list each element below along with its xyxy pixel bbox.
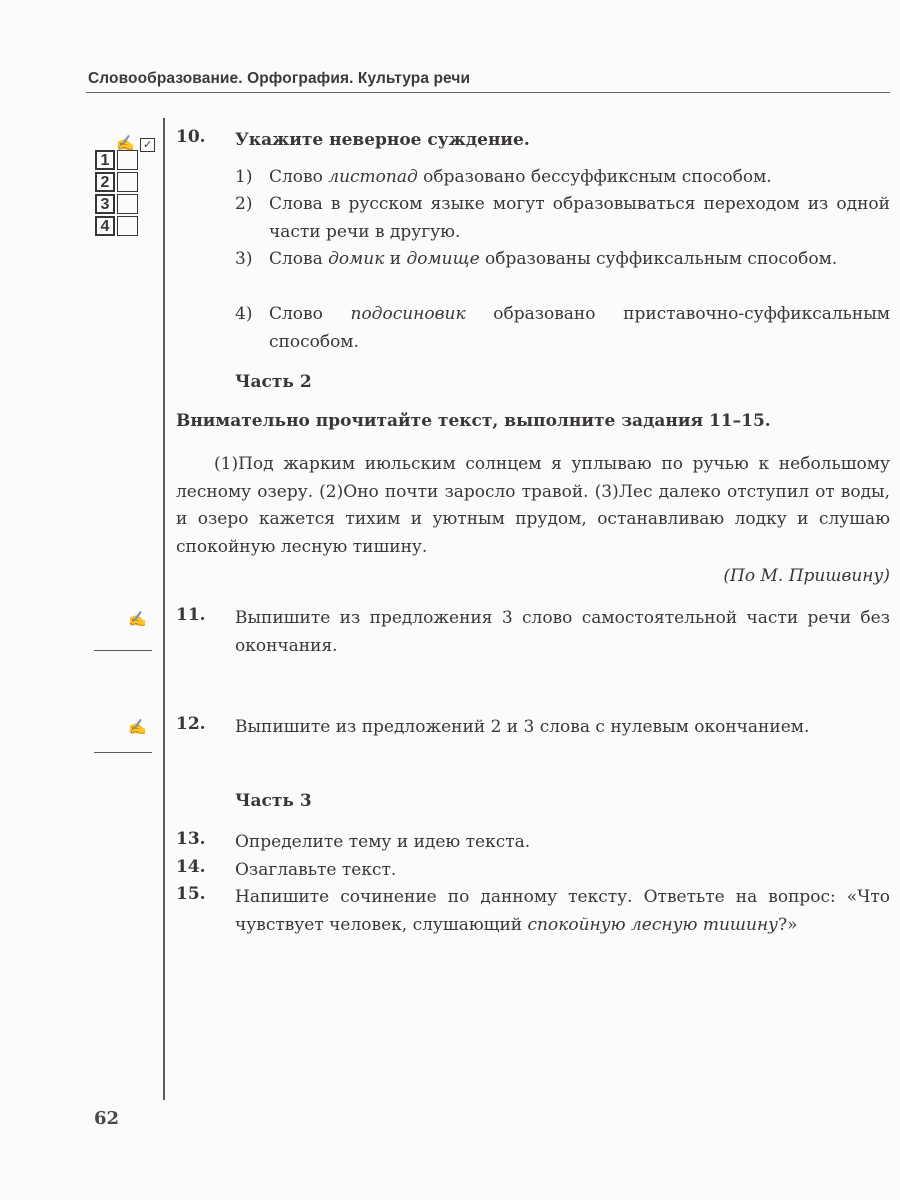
part-heading: Часть 2 xyxy=(235,372,312,392)
question-text: Озаглавьте текст. xyxy=(235,860,397,880)
page-number: 62 xyxy=(94,1108,120,1129)
answer-row xyxy=(95,150,138,170)
question-text: Определите тему и идею текста. xyxy=(235,832,531,852)
option-text xyxy=(269,301,890,356)
question-option xyxy=(235,301,890,356)
answer-option-number: 1 xyxy=(95,150,115,170)
option-example-word: домище xyxy=(406,249,480,269)
option-text-part: образовано бессуффиксным способом. xyxy=(417,167,772,187)
question-text: Выпишите из предложений 2 и 3 слова с нулевым окончанием. xyxy=(235,717,810,737)
answer-line[interactable] xyxy=(94,650,152,651)
question-text-part: ?» xyxy=(778,914,798,935)
header-divider xyxy=(86,92,890,93)
checkbox-check-icon: ✓ xyxy=(140,138,155,152)
option-example-word: подосиновик xyxy=(350,304,466,324)
question-text: Выпишите из предложения 3 слово самостоятельной части речи без окончания. xyxy=(235,608,890,656)
answer-checkbox[interactable] xyxy=(117,150,138,170)
question-number: 10. xyxy=(176,127,206,147)
option-text xyxy=(269,246,890,274)
option-number: 3) xyxy=(235,249,253,269)
question-option xyxy=(235,164,890,192)
question-number: 14. xyxy=(176,857,206,877)
question-text-part: Напишите сочинение по данному тексту. Ответьте на вопрос: «Что чувствует человек, слушающий xyxy=(235,887,890,935)
answer-checkbox[interactable] xyxy=(117,172,138,192)
answer-checkbox[interactable] xyxy=(117,216,138,236)
question-number: 15. xyxy=(176,884,206,904)
task-instruction: Внимательно прочитайте текст, выполните задания 11–15. xyxy=(176,411,771,431)
question-text: Укажите неверное суждение. xyxy=(235,130,530,150)
question-option xyxy=(235,246,890,274)
section-header: Словообразование. Орфография. Культура речи xyxy=(88,70,471,87)
option-text-part: Слово xyxy=(269,167,329,187)
option-text-part: образованы суффиксальным способом. xyxy=(479,249,838,269)
answer-checkbox[interactable] xyxy=(117,194,138,214)
answer-option-number: 3 xyxy=(95,194,115,214)
question-number: 13. xyxy=(176,829,206,849)
pen-icon: ✍ xyxy=(128,610,147,628)
option-number: 2) xyxy=(235,194,253,214)
question-text xyxy=(235,884,890,939)
option-text xyxy=(269,164,890,192)
answer-option-number: 2 xyxy=(95,172,115,192)
option-number: 4) xyxy=(235,304,253,324)
answer-grid xyxy=(95,150,138,238)
question-number: 11. xyxy=(176,605,206,625)
option-example-word: листопад xyxy=(328,167,418,187)
answer-row xyxy=(95,172,138,192)
pen-icon: ✍ xyxy=(128,718,147,736)
question-quoted-phrase: спокойную лесную тишину xyxy=(527,914,778,935)
option-text-part: образовано приставочно-суффиксальным способом. xyxy=(269,304,890,352)
question-number: 12. xyxy=(176,714,206,734)
passage-source: (По М. Пришвину) xyxy=(723,566,890,586)
pen-icon: ✍ xyxy=(116,134,135,152)
answer-row xyxy=(95,194,138,214)
option-number: 1) xyxy=(235,167,253,187)
part-heading: Часть 3 xyxy=(235,791,312,811)
option-text-part: Слова xyxy=(269,249,329,269)
option-text-part: Слово xyxy=(269,304,351,324)
answer-option-number: 4 xyxy=(95,216,115,236)
option-example-word: домик xyxy=(328,249,385,269)
option-text: Слова в русском языке могут образовываться переходом из одной части речи в другую. xyxy=(269,194,890,242)
answer-line[interactable] xyxy=(94,752,152,753)
reading-passage: (1)Под жарким июльским солнцем я уплываю по ручью к небольшому лесному озеру. (2)Оно почти заросло травой. (3)Лес далеко отступил от воды, и озеро кажется тихим и уютным прудом, останавливаю лодку и слушаю спокойную лесную тишину. xyxy=(176,454,890,557)
option-text-part: и xyxy=(384,249,407,269)
question-option xyxy=(235,191,890,246)
answer-row xyxy=(95,216,138,236)
margin-divider xyxy=(163,118,165,1100)
